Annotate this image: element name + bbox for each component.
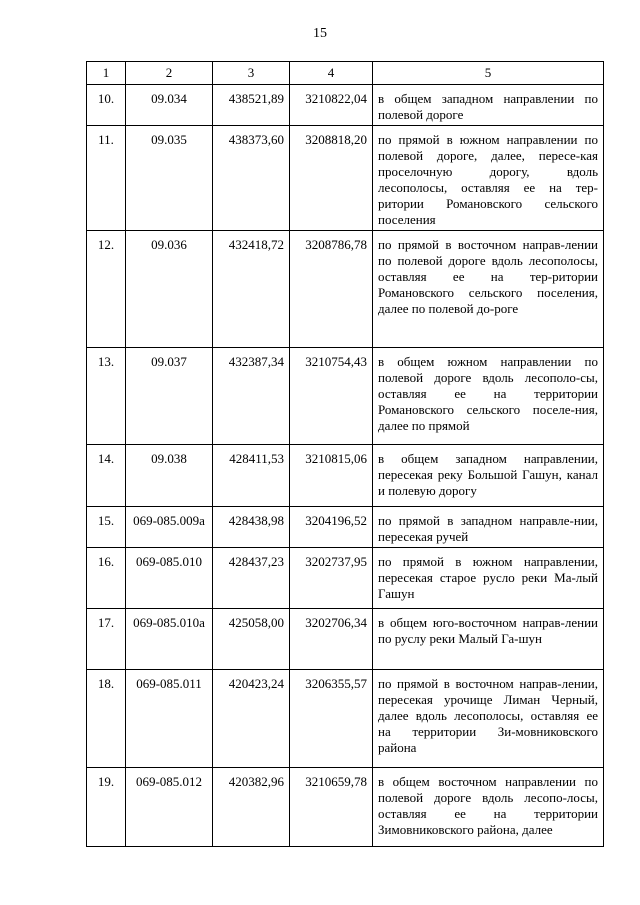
header-col-1: 1 [87,62,126,85]
boundary-description: по прямой в восточном направ-лении по полевой дороге вдоль лесополосы, оставляя ее на тер-ритории Романовского сельского поселения, далее по полевой до-роге [373,231,604,348]
point-id: 09.034 [126,85,213,126]
row-number: 11. [87,126,126,231]
row-number: 15. [87,507,126,548]
point-id: 069-085.012 [126,768,213,847]
boundary-description: в общем западном направлении, пересекая реку Большой Гашун, канал и полевую дорогу [373,445,604,507]
table-row [87,507,604,548]
coord-y: 3202737,95 [290,548,373,609]
row-number: 13. [87,348,126,445]
boundary-description: по прямой в южном направлении по полевой дороге, далее, пересе-кая проселочную дорогу, вдоль лесополосы, оставляя ее на тер-ритории Романовского сельского поселения [373,126,604,231]
table-row [87,85,604,126]
boundary-description: в общем южном направлении по полевой дороге вдоль лесополо-сы, оставляя ее на территории Романовского сельского поселе-ния, далее по прямой [373,348,604,445]
coord-y: 3208818,20 [290,126,373,231]
coord-x: 420382,96 [213,768,290,847]
coord-x: 432418,72 [213,231,290,348]
coord-y: 3210659,78 [290,768,373,847]
coord-y: 3204196,52 [290,507,373,548]
row-number: 14. [87,445,126,507]
row-number: 12. [87,231,126,348]
boundary-description: по прямой в восточном направ-лении, пересекая урочище Лиман Черный, далее вдоль лесополосы, оставляя ее на территории Зи-мовниковского района [373,670,604,768]
coord-y: 3206355,57 [290,670,373,768]
coord-x: 438373,60 [213,126,290,231]
table-header-row [87,62,604,85]
coord-x: 428437,23 [213,548,290,609]
table-row [87,348,604,445]
table-row [87,548,604,609]
table-row [87,768,604,847]
page-number: 15 [313,26,327,41]
coord-y: 3210815,06 [290,445,373,507]
row-number: 18. [87,670,126,768]
point-id: 069-085.011 [126,670,213,768]
table-row [87,670,604,768]
header-col-3: 3 [213,62,290,85]
table-row [87,445,604,507]
coord-x: 432387,34 [213,348,290,445]
header-col-5: 5 [373,62,604,85]
point-id: 09.036 [126,231,213,348]
boundary-table [86,61,604,847]
row-number: 19. [87,768,126,847]
row-number: 17. [87,609,126,670]
point-id: 09.038 [126,445,213,507]
coord-y: 3210822,04 [290,85,373,126]
header-col-2: 2 [126,62,213,85]
coord-x: 428411,53 [213,445,290,507]
coord-y: 3208786,78 [290,231,373,348]
point-id: 09.037 [126,348,213,445]
row-number: 16. [87,548,126,609]
table-row [87,126,604,231]
boundary-description: в общем западном направлении по полевой дороге [373,85,604,126]
coord-y: 3202706,34 [290,609,373,670]
point-id: 069-085.009а [126,507,213,548]
coord-x: 425058,00 [213,609,290,670]
point-id: 069-085.010 [126,548,213,609]
boundary-description: по прямой в западном направле-нии, пересекая ручей [373,507,604,548]
coord-y: 3210754,43 [290,348,373,445]
table-row [87,231,604,348]
coord-x: 428438,98 [213,507,290,548]
point-id: 09.035 [126,126,213,231]
point-id: 069-085.010а [126,609,213,670]
boundary-description: в общем восточном направлении по полевой дороге вдоль лесопо-лосы, оставляя ее на территории Зимовниковского района, далее [373,768,604,847]
coord-x: 438521,89 [213,85,290,126]
boundary-description: по прямой в южном направлении, пересекая старое русло реки Ма-лый Гашун [373,548,604,609]
header-col-4: 4 [290,62,373,85]
row-number: 10. [87,85,126,126]
coord-x: 420423,24 [213,670,290,768]
boundary-description: в общем юго-восточном направ-лении по руслу реки Малый Га-шун [373,609,604,670]
table-row [87,609,604,670]
